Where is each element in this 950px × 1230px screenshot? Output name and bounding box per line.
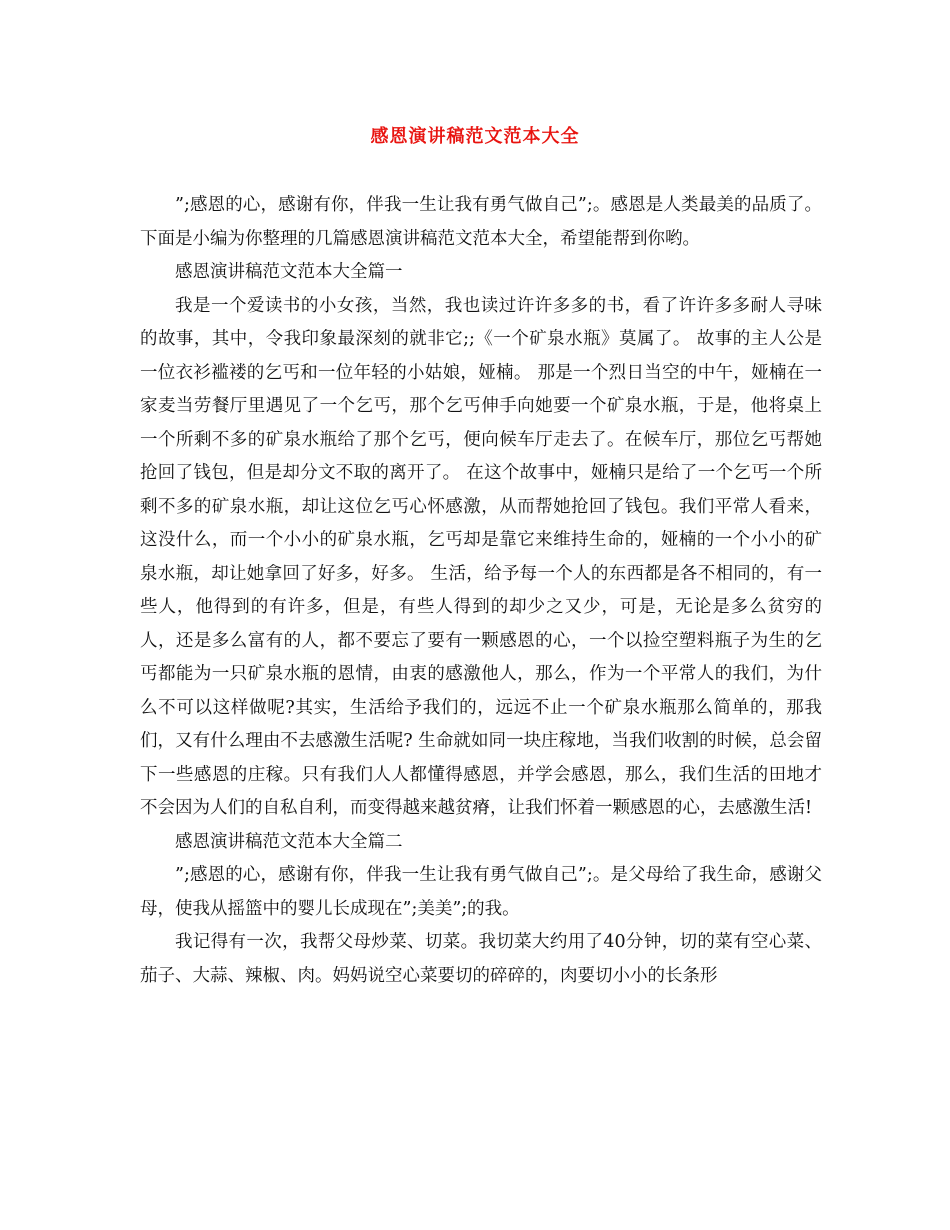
section-1-paragraph: 我是一个爱读书的小女孩，当然，我也读过许许多多的书，看了许许多多耐人寻味的故事，其中，令我印象最深刻的就非它;;《一个矿泉水瓶》莫属了。 故事的主人公是一位衣衫褴褛的乞丐和一位年轻的小姑娘，娅楠。 那是一个烈日当空的中午，娅楠在一家麦当劳餐厅里遇见了一个乞丐，那个乞丐伸手向她要一个矿泉水瓶，于是，他将桌上一个所剩不多的矿泉水瓶给了那个乞丐，便向候车厅走去了。在候车厅，那位乞丐帮她抢回了钱包，但是却分文不取的离开了。 在这个故事中，娅楠只是给了一个乞丐一个所剩不多的矿泉水瓶，却让这位乞丐心怀感激，从而帮她抢回了钱包。我们平常人看来，这没什么，而一个小小的矿泉水瓶，乞丐却是靠它来维持生命的，娅楠的一个小小的矿泉水瓶，却让她拿回了好多，好多。 生活，给予每一个人的东西都是各不相同的，有一些人，他得到的有许多，但是，有些人得到的却少之又少，可是，无论是多么贫穷的人，还是多么富有的人，都不要忘了要有一颗感恩的心，一个以捡空塑料瓶子为生的乞丐都能为一只矿泉水瓶的恩情，由衷的感激他人，那么，作为一个平常人的我们，为什么不可以这样做呢?其实，生活给予我们的，远远不止一个矿泉水瓶那么简单的，那我们，又有什么理由不去感激生活呢? 生命就如同一块庄稼地，当我们收割的时候，总会留下一些感恩的庄稼。只有我们人人都懂得感恩，并学会感恩，那么，我们生活的田地才不会因为人们的自私自利，而变得越来越贫瘠，让我们怀着一颗感恩的心，去感激生活! xyxy=(140,295,822,818)
section-heading-2: 感恩演讲稿范文范本大全篇二 xyxy=(175,831,403,852)
document-body xyxy=(140,189,822,993)
section-heading-1: 感恩演讲稿范文范本大全篇一 xyxy=(175,262,403,282)
section-2-paragraph-2: 我记得有一次，我帮父母炒菜、切菜。我切菜大约用了40分钟，切的菜有空心菜、茄子、大蒜、辣椒、肉。妈妈说空心菜要切的碎碎的，肉要切小小的长条形 xyxy=(140,932,822,986)
document-title: 感恩演讲稿范文范本大全 xyxy=(370,126,580,147)
section-2-paragraph-1: ”;感恩的心，感谢有你，伴我一生让我有勇气做自己”;。是父母给了我生命，感谢父母，使我从摇篮中的婴儿长成现在”;美美”;的我。 xyxy=(140,865,822,919)
intro-paragraph: ”;感恩的心，感谢有你，伴我一生让我有勇气做自己”;。感恩是人类最美的品质了。下面是小编为你整理的几篇感恩演讲稿范文范本大全，希望能帮到你哟。 xyxy=(140,195,822,249)
